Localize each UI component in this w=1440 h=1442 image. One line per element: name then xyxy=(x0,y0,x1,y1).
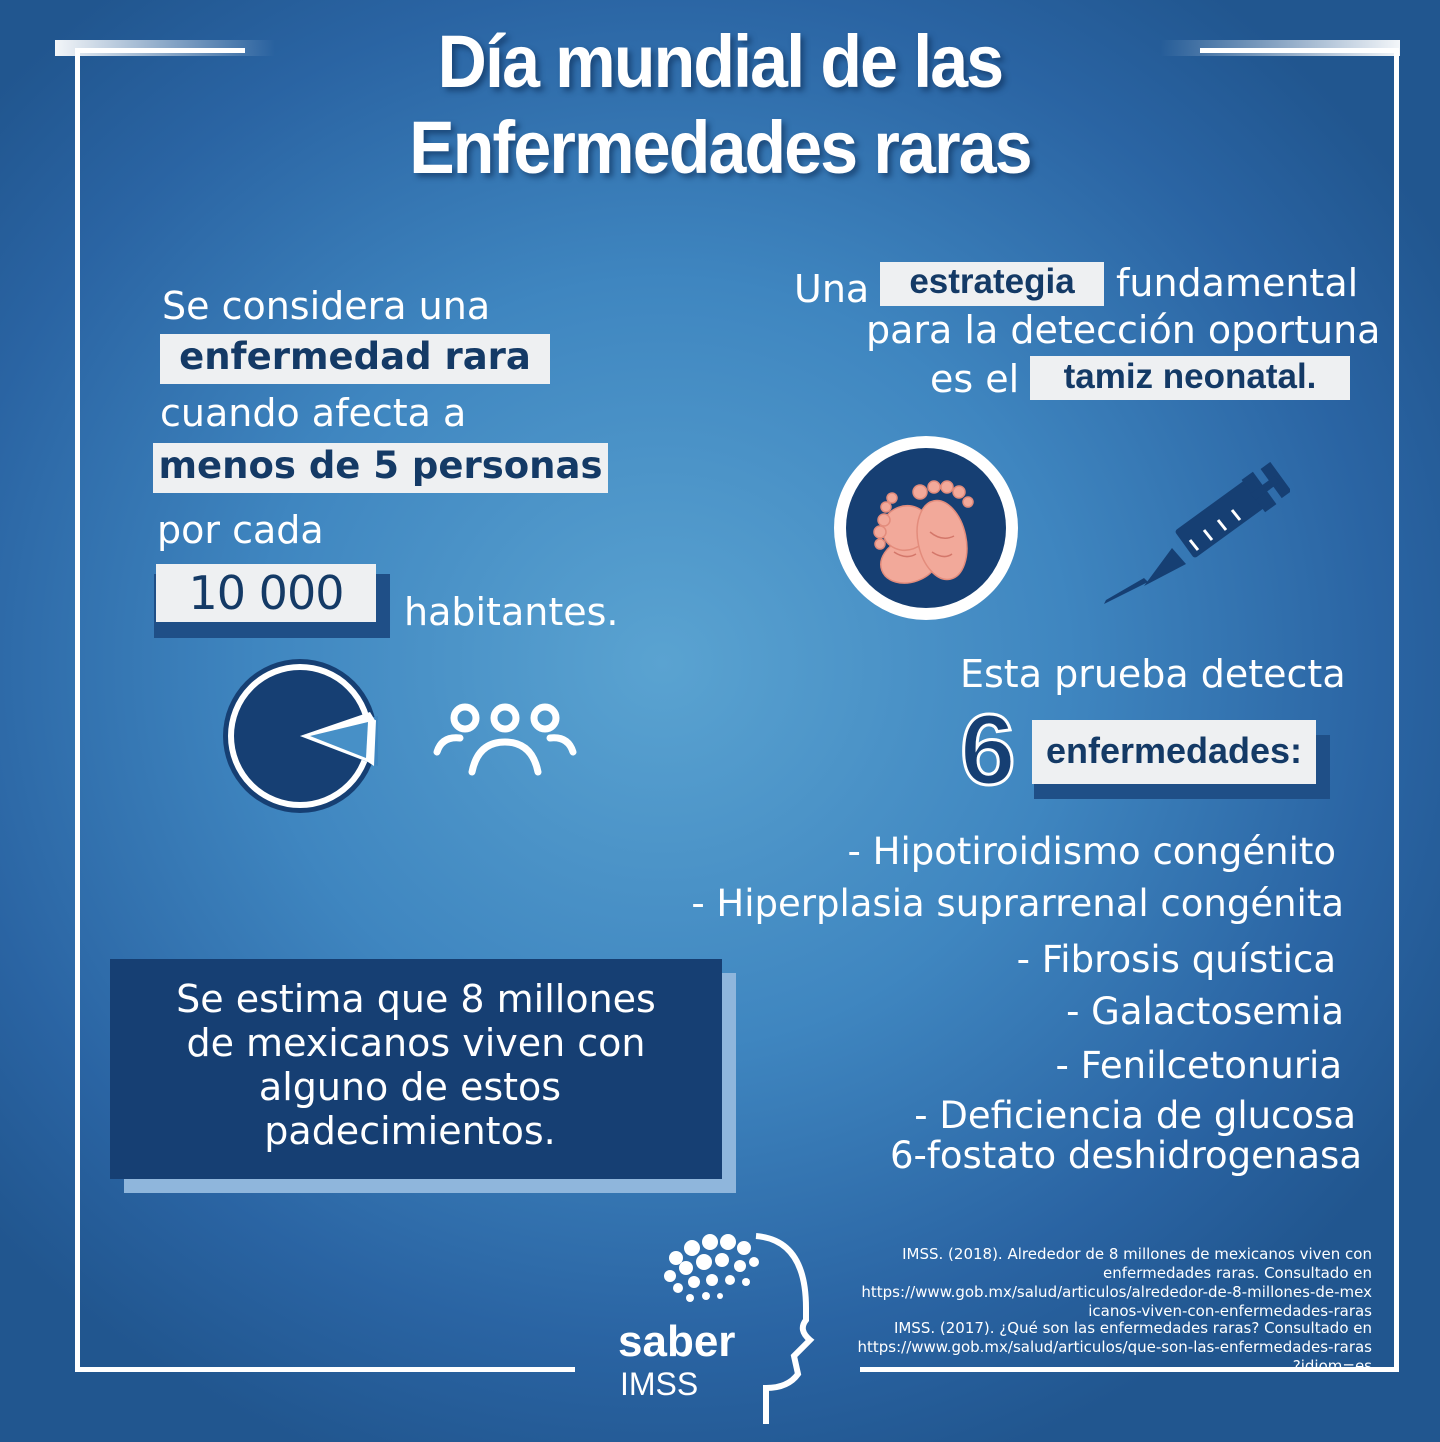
syringe-icon xyxy=(1100,462,1290,604)
disease-item: - Deficiencia de glucosa xyxy=(914,1094,1356,1137)
count-six: 6 xyxy=(960,694,1016,806)
page-title-line2: Enfermedades raras xyxy=(409,106,1031,189)
reference-line: enfermedades raras. Consultado en xyxy=(1102,1264,1372,1282)
frame-bottom-left xyxy=(75,1367,575,1372)
logo-word-saber: saber xyxy=(618,1317,736,1366)
estimate-line-4: padecimientos. xyxy=(264,1109,556,1153)
frame-left xyxy=(75,48,80,1372)
disease-item: - Hiperplasia suprarrenal congénita xyxy=(691,882,1344,925)
disease-item: - Hipotiroidismo congénito xyxy=(847,830,1336,873)
people-group-icon xyxy=(432,700,578,780)
highlight-estrategia: estrategia xyxy=(880,262,1104,306)
right-text-test: Esta prueba detecta xyxy=(960,652,1346,696)
right-text-es-el: es el xyxy=(930,357,1020,401)
highlight-menos-de-5: menos de 5 personas xyxy=(153,443,608,493)
left-text-3: por cada xyxy=(157,508,324,552)
disease-item: - Fibrosis quística xyxy=(1016,938,1336,981)
baby-feet-icon xyxy=(830,432,1022,624)
reference-line: https://www.gob.mx/salud/articulos/alrededor-de-8-millones-de-mex xyxy=(861,1283,1372,1301)
reference-line: IMSS. (2018). Alrededor de 8 millones de mexicanos viven con xyxy=(902,1245,1372,1263)
page-title-line1: Día mundial de las xyxy=(437,20,1003,103)
estimate-line-1: Se estima que 8 millones xyxy=(176,977,656,1021)
left-text-4: habitantes. xyxy=(404,590,619,634)
right-text-fundamental: fundamental xyxy=(1116,261,1359,305)
pie-chart-icon xyxy=(218,656,386,816)
right-text-una: Una xyxy=(794,267,870,311)
right-text-line2: para la detección oportuna xyxy=(866,308,1381,352)
highlight-enfermedades: enfermedades: xyxy=(1032,720,1316,784)
left-text-1: Se considera una xyxy=(162,284,491,328)
estimate-line-2: de mexicanos viven con xyxy=(186,1021,646,1065)
reference-line: IMSS. (2017). ¿Qué son las enfermedades raras? Consultado en xyxy=(893,1319,1372,1337)
reference-line: https://www.gob.mx/salud/articulos/que-son-las-enfermedades-raras xyxy=(857,1338,1372,1356)
frame-right xyxy=(1394,48,1399,1372)
disease-item: - Fenilcetonuria xyxy=(1055,1044,1342,1087)
highlight-tamiz-neonatal: tamiz neonatal. xyxy=(1030,356,1350,400)
left-text-2: cuando afecta a xyxy=(160,391,467,435)
disease-item: 6-fostato deshidrogenasa xyxy=(889,1134,1362,1177)
disease-item: - Galactosemia xyxy=(1066,990,1344,1033)
reference-line: icanos-viven-con-enfermedades-raras xyxy=(1088,1302,1372,1320)
highlight-enfermedad-rara: enfermedad rara xyxy=(160,334,550,384)
reference-line: ?idiom=es xyxy=(1292,1357,1372,1375)
estimate-line-3: alguno de estos xyxy=(258,1065,562,1109)
logo-word-imss: IMSS xyxy=(620,1366,699,1402)
highlight-10000: 10 000 xyxy=(156,564,376,622)
